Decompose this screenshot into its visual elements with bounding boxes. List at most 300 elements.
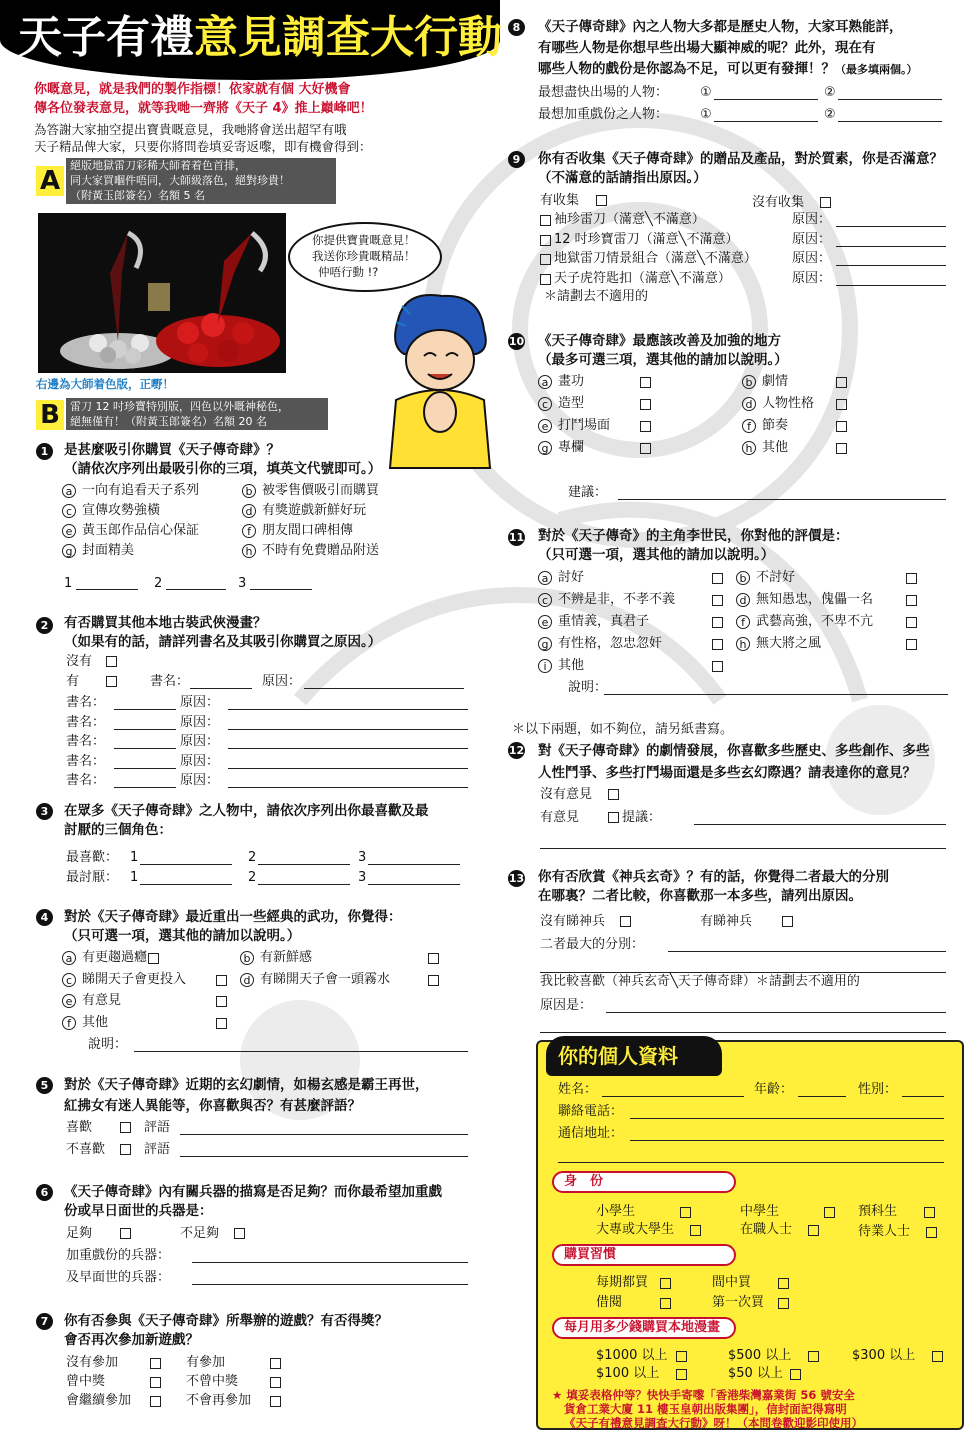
q1-option-label: 不時有免費贈品附送	[262, 543, 380, 558]
q4-option-checkbox[interactable]	[428, 953, 439, 964]
q13-prefer-label: 我比較喜歡（神兵玄奇╲天子傳奇肆）＊請劃去不適用的	[540, 974, 860, 989]
spend-option-checkbox[interactable]	[932, 1351, 943, 1362]
q4-title-1: 對於《天子傳奇肆》最近重出一些經典的武功，你覺得：	[64, 909, 402, 925]
q11-option	[538, 658, 584, 674]
q3-title-2: 討厭的三個角色：	[64, 822, 172, 838]
personal-name-label: 姓名：	[558, 1082, 598, 1097]
q9-reason-field[interactable]	[836, 265, 946, 266]
q10-option-key: g	[538, 441, 552, 455]
q1-option-label: 一向有追看天子系列	[82, 483, 200, 498]
q10-option-checkbox[interactable]	[836, 443, 847, 454]
q7-option-checkbox[interactable]	[270, 1358, 281, 1369]
q1-option-label: 朋友間口碑相傳	[262, 523, 354, 538]
q4-explain-field[interactable]	[134, 1051, 468, 1052]
q1-option	[62, 483, 199, 499]
q1-option	[62, 503, 160, 519]
q11-option-checkbox[interactable]	[906, 595, 917, 606]
q8-soon-c1: ①	[700, 85, 712, 100]
q5-like-comment-field[interactable]	[180, 1134, 468, 1135]
q1-rank-2-field[interactable]	[166, 589, 226, 590]
q11-option-label: 不討好	[756, 570, 796, 585]
q13-diff-field-2[interactable]	[540, 972, 946, 973]
prize-photo	[38, 213, 286, 373]
q10-option-key: f	[742, 419, 756, 433]
q10-option-key: a	[538, 375, 552, 389]
q3-dislike-label: 最討厭：	[66, 870, 119, 885]
q1-option-key: g	[62, 544, 76, 558]
q1-option-label: 黃玉郎作品信心保証	[82, 523, 200, 538]
identity-option-checkbox[interactable]	[808, 1225, 819, 1236]
q6-not-enough-label: 不足夠	[180, 1226, 220, 1241]
q5-dislike-comment-label: 評語	[144, 1142, 171, 1157]
q6-enough-checkbox[interactable]	[120, 1228, 131, 1239]
q1-option-label: 宣傳攻勢強橫	[82, 503, 161, 518]
identity-option-checkbox[interactable]	[924, 1207, 935, 1218]
q10-option	[742, 440, 788, 456]
q11-option-key: a	[538, 571, 552, 585]
q2-book-label: 書名：	[66, 695, 106, 710]
q1-option-label: 封面精美	[82, 543, 135, 558]
q2-reason-field[interactable]	[228, 748, 468, 749]
q11-option	[736, 592, 873, 608]
title-black-part: 天子有禮	[18, 12, 194, 63]
q1-rank-1-field[interactable]	[76, 589, 138, 590]
q1-option-key: a	[62, 484, 76, 498]
q11-option-key: h	[736, 637, 750, 651]
q8-more-c2: ②	[824, 107, 836, 122]
q9-note: ＊請劃去不適用的	[544, 289, 649, 304]
q11-option-checkbox[interactable]	[712, 639, 723, 650]
q1-number: 1	[36, 443, 53, 460]
q10-option-label: 人物性格	[762, 396, 815, 411]
q13-watched-checkbox[interactable]	[782, 916, 793, 927]
q4-option	[240, 950, 312, 966]
q4-option-checkbox[interactable]	[428, 975, 439, 986]
q9-item-checkbox[interactable]	[540, 274, 551, 285]
q1-option-key: f	[242, 524, 256, 538]
q3-like-rank-field[interactable]	[140, 864, 232, 865]
q6-early-field[interactable]	[192, 1284, 468, 1285]
q9-collected-checkbox[interactable]	[596, 195, 607, 206]
extra-note: ＊以下兩題，如不夠位，請另紙書寫。	[512, 722, 734, 737]
q11-option-checkbox[interactable]	[712, 573, 723, 584]
q7-option-label: 曾中獎	[66, 1374, 106, 1389]
q9-title-1: 你有否收集《天子傳奇肆》的贈品及產品，對於質素，你是否滿意？	[538, 151, 943, 167]
q11-explain-label: 說明：	[568, 680, 608, 695]
q8-more-field-1[interactable]	[714, 121, 818, 122]
q9-reason-field[interactable]	[836, 285, 946, 286]
prize-b-letter: B	[36, 400, 64, 430]
q2-book-label: 書名：	[66, 753, 106, 769]
q1-title-1: 是甚麼吸引你購買《天子傳奇肆》？	[64, 442, 280, 458]
q5-dislike-checkbox[interactable]	[120, 1144, 131, 1155]
q10-option-key: e	[538, 419, 552, 433]
q7-option-label: 沒有參加	[66, 1355, 119, 1370]
q2-book-field[interactable]	[114, 768, 176, 769]
q1-option-label: 被零售價吸引而購買	[262, 483, 380, 498]
q10-option	[742, 374, 788, 390]
q1-option-key: e	[62, 524, 76, 538]
q11-option-checkbox[interactable]	[906, 639, 917, 650]
q2-reason-field[interactable]	[228, 768, 468, 769]
q7-option-checkbox[interactable]	[150, 1358, 161, 1369]
q8-more-field-2[interactable]	[838, 121, 942, 122]
identity-option-checkbox[interactable]	[690, 1225, 701, 1236]
q10-option-checkbox[interactable]	[640, 377, 651, 388]
q7-option-checkbox[interactable]	[270, 1377, 281, 1388]
q11-option-key: f	[736, 615, 750, 629]
q7-option-label: 不曾中獎	[186, 1374, 239, 1389]
q11-option	[736, 614, 873, 630]
q9-item-checkbox[interactable]	[540, 254, 551, 265]
personal-sex-field[interactable]	[902, 1096, 944, 1097]
habit-option-label: 第一次買	[712, 1295, 765, 1310]
spend-option-label: $300 以上	[852, 1348, 916, 1363]
q10-option-checkbox[interactable]	[640, 399, 651, 410]
prize-a-letter: A	[36, 166, 64, 196]
q2-book-field[interactable]	[114, 729, 176, 730]
q8-title-1: 《天子傳奇肆》內之人物大多都是歷史人物，大家耳熟能詳，	[538, 19, 903, 35]
spend-option-checkbox[interactable]	[676, 1351, 687, 1362]
q4-option-checkbox[interactable]	[148, 953, 159, 964]
q9-reason-field[interactable]	[836, 246, 946, 247]
q6-more-field[interactable]	[192, 1262, 468, 1263]
footer-line-1: ★ 填妥表格仲等？快快手寄嚟「香港柴灣嘉業街 56 號安全	[552, 1388, 855, 1402]
q12-none-label: 沒有意見	[540, 787, 593, 802]
identity-option-label: 中學生	[740, 1204, 780, 1219]
q8-title-3-note: （最多填兩個。）	[835, 63, 918, 76]
q2-title-1: 有否購買其他本地古裝武俠漫畫？	[64, 615, 267, 631]
q1-option	[242, 543, 379, 559]
q9-reason-label: 原因：	[792, 212, 832, 227]
q11-option-label: 無大將之風	[756, 636, 822, 651]
header-red-line-1: 你嘅意見，就是我們的製作指標！依家就有個 大好機會	[34, 82, 351, 97]
q4-option-label: 有更趨過癮	[82, 950, 148, 965]
q12-suggest-field-2[interactable]	[540, 848, 946, 849]
q7-title-2: 會否再次參加新遊戲？	[64, 1332, 199, 1348]
q10-option	[538, 374, 584, 390]
prize-a-text-2: 同大家買嗰件唔同，大師級落色，絕對珍貴！	[70, 174, 290, 187]
q1-option	[62, 543, 134, 559]
personal-age-label: 年齡：	[754, 1082, 794, 1097]
q11-option-label: 無知愚忠，傀儡一名	[756, 592, 874, 607]
personal-title: 你的個人資料	[558, 1044, 678, 1068]
personal-address-field-1[interactable]	[630, 1140, 944, 1141]
habit-option-label: 借閱	[596, 1295, 623, 1310]
q4-option-key: c	[62, 973, 76, 987]
q12-has-checkbox[interactable]	[608, 812, 619, 823]
q2-book-label-main: 書名：	[150, 674, 190, 689]
identity-option-checkbox[interactable]	[926, 1227, 937, 1238]
q10-title-2: （最多可選三項，選其他的請加以說明。）	[538, 352, 788, 368]
q4-number: 4	[36, 909, 53, 926]
q5-title-1: 對於《天子傳奇肆》近期的玄幻劇情，如楊玄感是霸王再世，	[64, 1077, 429, 1093]
q8-soon-field-2[interactable]	[838, 99, 942, 100]
personal-address-field-2[interactable]	[558, 1162, 944, 1163]
q1-option-key: b	[242, 484, 256, 498]
q11-option	[538, 636, 662, 652]
habit-option-label: 間中買	[712, 1275, 752, 1290]
q1-option	[62, 523, 199, 539]
footer-line-3: 《天子有禮意見調查大行動》呀！（本問卷歡迎影印使用）	[564, 1416, 863, 1430]
personal-sex-label: 性別：	[858, 1082, 898, 1097]
q11-option	[538, 592, 675, 608]
q1-rank-1-label: 1	[64, 576, 73, 591]
q11-option-checkbox[interactable]	[712, 617, 723, 628]
q7-option-label: 有參加	[186, 1355, 226, 1370]
q6-title-2: 份或早日面世的兵器是：	[64, 1203, 213, 1219]
q11-option-checkbox[interactable]	[712, 595, 723, 606]
q11-option	[538, 614, 649, 630]
q2-book-label: 書名：	[66, 734, 106, 749]
q13-diff-field-1[interactable]	[668, 951, 946, 952]
q10-option	[742, 396, 814, 412]
q9-collected-label: 有收集	[540, 193, 580, 208]
q13-not-watched-checkbox[interactable]	[620, 916, 631, 927]
q2-reason-label: 原因：	[180, 753, 220, 769]
q7-option-checkbox[interactable]	[270, 1396, 281, 1407]
q3-title-1: 在眾多《天子傳奇肆》之人物中，請依次序列出你最喜歡及最	[64, 803, 429, 819]
bubble-line-2: 我送你珍貴嘅精品！	[312, 249, 416, 263]
q13-title-2: 在哪裏？二者比較，你喜歡那一本多些，請列出原因。	[538, 888, 862, 904]
q2-reason-label-main: 原因：	[262, 674, 302, 689]
q3-rank-number: 1	[130, 870, 139, 885]
personal-age-field[interactable]	[798, 1096, 846, 1097]
q10-option-label: 其他	[762, 440, 789, 455]
q7-number: 7	[36, 1313, 53, 1330]
q9-item-label: 袖珍雷刀（滿意╲不滿意）	[554, 212, 705, 227]
q5-like-checkbox[interactable]	[120, 1122, 131, 1133]
q8-soon-c2: ②	[824, 85, 836, 100]
q11-option-checkbox[interactable]	[906, 617, 917, 628]
q9-not-collected-checkbox[interactable]	[820, 197, 831, 208]
q4-option-label: 睇開天子會更投入	[82, 972, 187, 987]
q4-option-label: 有新鮮感	[260, 950, 313, 965]
identity-option-checkbox[interactable]	[680, 1207, 691, 1218]
spend-option-checkbox[interactable]	[676, 1369, 687, 1380]
title-yellow-part: 意見調查大行動	[194, 12, 502, 63]
q3-dislike-rank-field[interactable]	[140, 884, 232, 885]
spend-option-label: $100 以上	[596, 1366, 660, 1381]
q10-option-label: 造型	[558, 396, 585, 411]
q8-soon-field-1[interactable]	[714, 99, 818, 100]
q3-rank-number: 2	[248, 870, 257, 885]
q2-no-label: 沒有	[66, 654, 93, 669]
q3-number: 3	[36, 803, 53, 820]
q11-explain-field[interactable]	[604, 694, 948, 695]
personal-phone-field[interactable]	[630, 1118, 944, 1119]
q9-reason-label: 原因：	[792, 251, 832, 266]
q1-option-key: d	[242, 504, 256, 518]
q10-option-checkbox[interactable]	[836, 421, 847, 432]
q10-option-key: c	[538, 397, 552, 411]
q10-suggest-field[interactable]	[618, 499, 946, 500]
q10-option-checkbox[interactable]	[836, 399, 847, 410]
q8-title-3-main: 哪些人物的戲份是你認為不足，可以更有發揮！？	[538, 61, 835, 77]
q7-title-1: 你有否參與《天子傳奇肆》所舉辦的遊戲？有否得獎？	[64, 1313, 388, 1329]
q7-option-checkbox[interactable]	[150, 1396, 161, 1407]
habit-option-checkbox[interactable]	[660, 1278, 671, 1289]
q2-reason-field[interactable]	[228, 709, 468, 710]
q6-not-enough-checkbox[interactable]	[234, 1228, 245, 1239]
q2-reason-field-main[interactable]	[304, 688, 464, 689]
q3-dislike-rank-field[interactable]	[258, 884, 350, 885]
q11-option-checkbox[interactable]	[906, 573, 917, 584]
q4-explain-label: 說明：	[88, 1037, 128, 1052]
footer-line-2: 貨倉工業大廈 11 樓玉皇朝出版集團」，信封面記得寫明	[564, 1402, 847, 1416]
q10-option-key: b	[742, 375, 756, 389]
q5-dislike-comment-field[interactable]	[180, 1156, 468, 1157]
q9-title-2: （不滿意的話請指出原因。）	[538, 170, 707, 186]
bubble-line-1: 你提供寶貴嘅意見！	[312, 233, 416, 247]
habit-option-checkbox[interactable]	[778, 1278, 789, 1289]
q10-option-checkbox[interactable]	[640, 421, 651, 432]
q8-more-label: 最想加重戲份之人物：	[538, 107, 669, 122]
q4-title-2: （只可選一項，選其他的請加以說明。）	[64, 928, 301, 944]
q3-like-rank-field[interactable]	[258, 864, 350, 865]
identity-option-label: 預科生	[858, 1204, 898, 1219]
spend-option-checkbox[interactable]	[808, 1351, 819, 1362]
q2-yes-checkbox[interactable]	[106, 676, 117, 687]
q7-option-label: 不會再參加	[186, 1393, 252, 1408]
q1-option	[242, 523, 353, 539]
q4-option-checkbox[interactable]	[216, 996, 227, 1007]
q9-not-collected-label: 沒有收集	[752, 195, 805, 210]
q9-reason-field[interactable]	[836, 226, 946, 227]
q2-reason-field[interactable]	[228, 787, 468, 788]
q12-none-checkbox[interactable]	[608, 789, 619, 800]
q2-reason-field[interactable]	[228, 729, 468, 730]
spend-option-label: $1000 以上	[596, 1348, 668, 1363]
q4-option	[62, 950, 147, 966]
prize-photo-caption: 右邊為大師着色版，正嘢！	[36, 377, 174, 391]
q2-book-field[interactable]	[114, 787, 176, 788]
q9-item-label: 地獄雷刀情景組合（滿意╲不滿意）	[554, 251, 757, 266]
q12-title-1: 對《天子傳奇肆》的劇情發展，你喜歡多些歷史、多些創作、多些	[538, 743, 930, 759]
q10-option-key: d	[742, 397, 756, 411]
q5-like-comment-label: 評語	[144, 1120, 171, 1135]
habit-option-label: 每期都買	[596, 1275, 649, 1290]
q6-title-1: 《天子傳奇肆》內有關兵器的描寫是否足夠？而你最希望加重戲	[64, 1184, 442, 1200]
q13-diff-label: 二者最大的分別：	[540, 937, 645, 952]
q7-option-checkbox[interactable]	[150, 1377, 161, 1388]
q3-rank-number: 3	[358, 870, 367, 885]
q13-number: 13	[508, 872, 525, 885]
identity-option-label: 大專或大學生	[596, 1222, 675, 1237]
q13-reason-field-2[interactable]	[540, 1032, 946, 1033]
q10-option-label: 專欄	[558, 440, 585, 455]
q12-title-2: 人性鬥爭、多些打鬥場面還是多些玄幻際遇？請表達你的意見？	[538, 765, 916, 781]
q2-no-checkbox[interactable]	[106, 656, 117, 667]
q9-reason-label: 原因：	[792, 231, 832, 247]
prize-b-text-1: 雷刀 12 吋珍寶特別版，四色以外嘅神秘色，	[70, 400, 289, 413]
q11-option-key: b	[736, 571, 750, 585]
q2-book-label: 書名：	[66, 773, 106, 788]
q4-option-label: 有意見	[82, 993, 122, 1008]
q4-option	[62, 1015, 108, 1031]
q3-like-rank-field[interactable]	[368, 864, 460, 865]
q2-book-field[interactable]	[114, 748, 176, 749]
q5-number: 5	[36, 1077, 53, 1094]
identity-option-checkbox[interactable]	[824, 1207, 835, 1218]
q10-option-checkbox[interactable]	[640, 443, 651, 454]
q8-soon-label: 最想盡快出場的人物：	[538, 85, 669, 100]
q4-option-key: a	[62, 951, 76, 965]
q2-number: 2	[36, 617, 53, 634]
header-intro-2: 天子精品俾大家，只要你將問卷填妥寄返嚟，即有機會得到：	[34, 139, 372, 154]
q10-option-key: h	[742, 441, 756, 455]
q4-option-checkbox[interactable]	[216, 975, 227, 986]
personal-name-field[interactable]	[602, 1096, 744, 1097]
q2-reason-label: 原因：	[180, 773, 220, 788]
header-red-line-2: 傳各位發表意見，就等我哋一齊將《天子 4》推上巔峰吧！	[34, 101, 373, 116]
q10-option-checkbox[interactable]	[836, 377, 847, 388]
personal-phone-label: 聯絡電話：	[558, 1104, 624, 1119]
header-intro-1: 為答謝大家抽空提出寶貴嘅意見，我哋將會送出超罕有哦	[34, 122, 347, 137]
bubble-line-3: 仲唔行動 !?	[318, 265, 379, 279]
q9-item-checkbox[interactable]	[540, 235, 551, 246]
q13-reason-label: 原因是：	[540, 998, 593, 1013]
q11-option-checkbox[interactable]	[712, 661, 723, 672]
q1-rank-3-label: 3	[238, 576, 247, 591]
q2-reason-label: 原因：	[180, 734, 220, 749]
q5-like-label: 喜歡	[66, 1120, 93, 1135]
q13-title-1: 你有否欣賞《神兵玄奇》？有的話，你覺得二者最大的分別	[538, 869, 889, 885]
q1-option-key: c	[62, 504, 76, 518]
q1-rank-3-field[interactable]	[250, 589, 312, 590]
q6-early-label: 及早面世的兵器：	[66, 1270, 171, 1285]
q8-more-c1: ①	[700, 107, 712, 122]
q4-option-key: e	[62, 994, 76, 1008]
q2-title-2: （如果有的話，請詳列書名及其吸引你購買之原因。）	[64, 634, 382, 650]
q13-watched-label: 有睇神兵	[700, 914, 753, 929]
q12-suggest-field-1[interactable]	[694, 824, 946, 825]
spend-option-checkbox[interactable]	[790, 1369, 801, 1380]
q12-number: 12	[508, 744, 525, 757]
q11-option-label: 武藝高強，不卑不亢	[756, 614, 874, 629]
q11-option-key: g	[538, 637, 552, 651]
q4-option	[240, 972, 390, 988]
q3-dislike-rank-field[interactable]	[368, 884, 460, 885]
q6-more-label: 加重戲份的兵器：	[66, 1248, 171, 1263]
q11-option-label: 其他	[558, 658, 585, 673]
q1-title-2: （請依次序列出最吸引你的三項，填英文代號即可。）	[64, 461, 382, 477]
q11-option	[538, 570, 584, 586]
q10-option-label: 劇情	[762, 374, 789, 389]
q11-option-key: c	[538, 593, 552, 607]
habit-option-checkbox[interactable]	[778, 1298, 789, 1309]
q2-yes-label: 有	[66, 674, 80, 689]
identity-option-label: 待業人士	[858, 1224, 911, 1239]
q10-option-label: 畫功	[558, 374, 585, 389]
q13-reason-field-1[interactable]	[606, 1012, 946, 1013]
q2-book-field-main[interactable]	[190, 688, 252, 689]
q11-option-key: d	[736, 593, 750, 607]
q10-option	[742, 418, 788, 434]
q3-rank-number: 3	[358, 850, 367, 865]
q9-item-label: 天子虎符匙扣（滿意╲不滿意）	[554, 270, 731, 286]
habit-option-checkbox[interactable]	[660, 1298, 671, 1309]
q9-item-checkbox[interactable]	[540, 215, 551, 226]
q10-number: 10	[508, 335, 525, 348]
q6-enough-label: 足夠	[66, 1226, 93, 1241]
q4-option-key: d	[240, 973, 254, 987]
q4-option	[62, 972, 186, 988]
q2-book-field[interactable]	[114, 709, 176, 710]
q4-option-label: 有睇開天子會一頭霧水	[260, 972, 391, 987]
q1-option-key: h	[242, 544, 256, 558]
q4-option-checkbox[interactable]	[216, 1018, 227, 1029]
